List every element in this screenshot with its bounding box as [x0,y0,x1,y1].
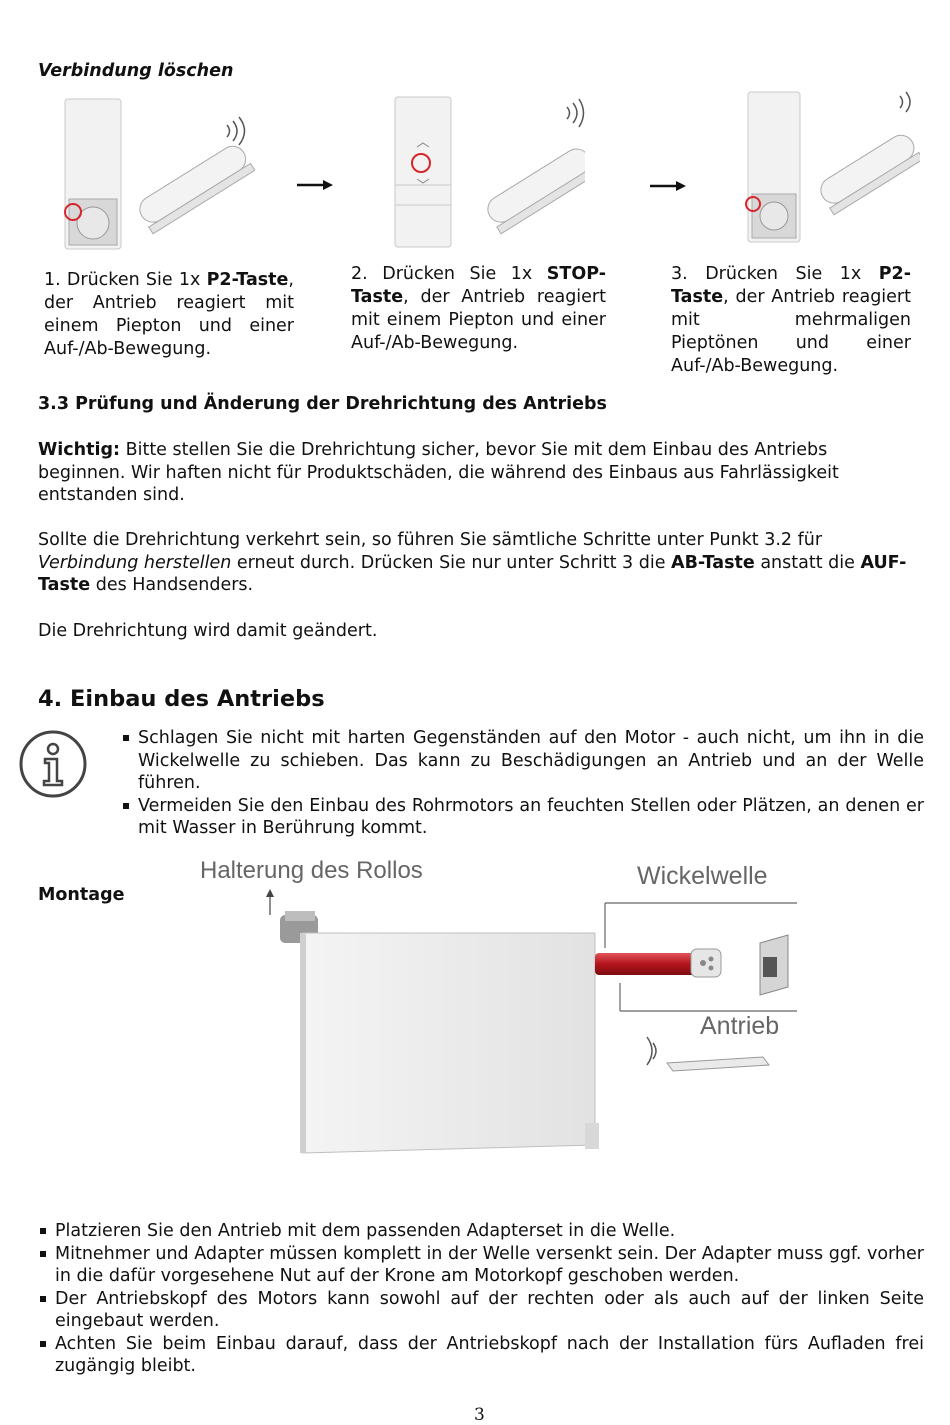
arrow-right-icon [297,176,333,196]
info-icon [17,729,93,804]
montage-illustration [185,853,825,1183]
section-title-4: 4. Einbau des Antriebs [38,686,325,712]
figure-label-drive: Antrieb [700,1012,780,1040]
list-item: Mitnehmer und Adapter müssen komplett in der Welle versenkt sein. Der Adapter muss ggf. vorher in die dafür vorgesehene Nut auf der Krone am Motorkopf geschoben werden. [38,1243,924,1288]
step3-illustration [740,88,920,248]
page-number: 3 [474,1405,485,1425]
list-item: Der Antriebskopf des Motors kann sowohl auf der rechten oder als auch auf der linken Seite eingebaut werden. [38,1288,924,1333]
montage-label: Montage [38,885,125,905]
list-item: Achten Sie beim Einbau darauf, dass der Antriebskopf nach der Installation fürs Aufladen frei zugängig bleibt. [38,1333,924,1378]
safety-notes-list [121,727,924,840]
important-paragraph: Wichtig: Bitte stellen Sie die Drehrichtung sicher, bevor Sie mit dem Einbau des Antriebs beginnen. Wir haften nicht für Produktschäden, die während des Einbaus aus Fahrlässigkeit entstanden sind. [38,440,839,505]
step1-illustration [55,95,255,255]
figure-label-shaft: Wickelwelle [637,862,768,890]
list-item: Vermeiden Sie den Einbau des Rohrmotors an feuchten Stellen oder Plätzen, an denen er mit Wasser in Berührung kommt. [121,795,924,840]
list-item: Platzieren Sie den Antrieb mit dem passenden Adapterset in die Welle. [38,1220,924,1243]
step-3-text: 3. Drücken Sie 1x P2-Taste, der Antrieb reagiert mit mehrmaligen Pieptönen und einer Auf-/Ab-Bewegung. [671,264,911,376]
section-title-delete: Verbindung löschen [38,61,234,81]
direction-changed-text: Die Drehrichtung wird damit geändert. [38,621,378,641]
step-1-text: 1. Drücken Sie 1x P2-Taste, der Antrieb reagiert mit einem Piepton und einer Auf-/Ab-Bewegung. [44,270,294,359]
step-2-text: 2. Drücken Sie 1x STOP-Taste, der Antrieb reagiert mit einem Piepton und einer Auf-/Ab-Bewegung. [351,264,606,353]
list-item: Schlagen Sie nicht mit harten Gegenständen auf den Motor - auch nicht, um ihn in die Wickelwelle zu schieben. Das kann zu Beschädigungen an Antrieb und an der Welle führen. [121,727,924,795]
direction-paragraph: Sollte die Drehrichtung verkehrt sein, so führen Sie sämtliche Schritte unter Punkt 3.2 für Verbindung herstellen erneut durch. Drücken Sie nur unter Schritt 3 die AB-Taste anstatt die AUF-Taste des Handsenders. [38,530,907,595]
figure-label-holder: Halterung des Rollos [200,857,423,884]
step2-illustration [385,95,585,255]
arrow-right-icon [650,177,686,197]
section-title-3-3: 3.3 Prüfung und Änderung der Drehrichtung des Antriebs [38,394,607,414]
installation-steps-list [38,1220,924,1378]
